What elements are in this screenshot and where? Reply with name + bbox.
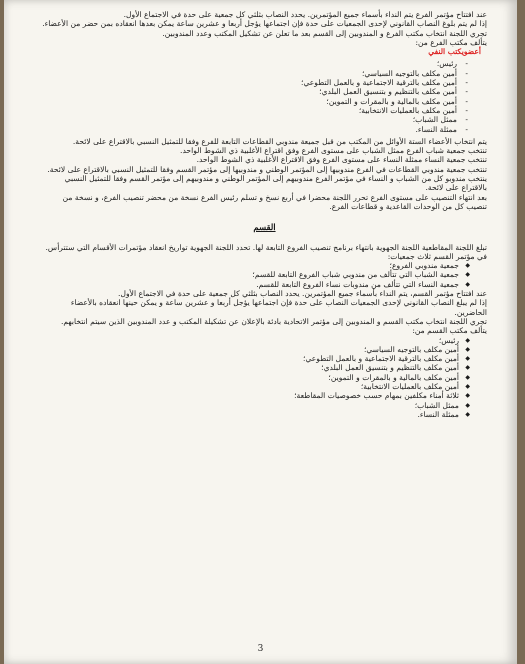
paragraph-rule: ينتخب مندوبو كل من الشباب و النساء في مؤتمر الفرع مندوبيهم إلى المؤتمر الوطني و مندوبيهم إلى مؤتمر القسم وفقا للتمثيل النسبي بالاقتراع على لائحة. — [64, 174, 487, 193]
list-item: - أمين مكلف بالتوجيه السياسي؛ — [42, 69, 471, 78]
list-item: - أمين مكلف بالترقية الاجتماعية و بالعمل التطوعي؛ — [42, 78, 471, 87]
list-item: ◆ ممثلة النساء. — [42, 410, 471, 419]
list-item: - ممثلة النساء. — [42, 125, 471, 134]
paragraph-rule: تنتخب جمعية شباب الفرع ممثل الشباب على مستوى الفرع وفق اقتراع الأغلبية ذي الشوط الواحد. — [180, 146, 487, 156]
paragraph-section-intro: تبلغ اللجنة المقاطعية اللجنة الجهوية بانتهاء برنامج تنصيب الفروع التابعة لها. تحدد اللجنة الجهوية تواريخ انعقاد مؤتمرات الأقسام التي ستترأس. — [45, 242, 487, 252]
paragraph-rule: يتم انتخاب الأعضاء الستة الأوائل من المكتب من قبل جميعة مندوبي القطاعات التابعة للفرع وفقا للتمثيل النسبي بالاقتراع على لائحة. — [72, 136, 487, 146]
list-item: ◆ جمعية الشباب التي تتألف من مندوبي شباب الفروع التابعة للقسم؛ — [42, 270, 471, 279]
document-page — [4, 0, 517, 664]
list-item: ◆ ثلاثة أمناء مكلفين بمهام حسب خصوصيات المقاطعة؛ — [42, 391, 471, 400]
list-item: - أمين مكلف بالمالية و بالمقرات و التموين؛ — [42, 97, 471, 106]
office-intro-text: يتألف مكتب الفرع من: — [415, 37, 487, 47]
list-item: ◆ أمين مكلف بالمالية و بالمقرات و التموين؛ — [42, 373, 471, 382]
list-item: ◆ أمين مكلف بالتوجيه السياسي؛ — [42, 345, 471, 354]
page-number: 3 — [257, 644, 264, 654]
paragraph-rule: تجري اللجنة انتخاب مكتب القسم و المندوبين إلى مؤتمر الاتحادية بادئة بالإعلان عن تشكيلة المكتب و عدد المندوبين الذين سيتم انتخابهم. — [60, 316, 487, 326]
paragraph-election: تجري اللجنة انتخاب مكتب الفرع و المندوبين إلى القسم بعد ما تعلن عن تشكيل المكتب وعدد المندوبين. — [162, 28, 487, 38]
paragraph-assemblies-intro: في مؤتمر القسم ثلاث جمعيات: — [387, 251, 487, 261]
list-item: - رئيس؛ — [42, 59, 471, 68]
list-item: ◆ جمعية النساء التي تتألف من مندوبات نساء الفروع التابعة للقسم. — [42, 280, 471, 289]
paragraph-office-intro — [42, 38, 487, 47]
red-annotation: أعضويكتب النفي — [428, 47, 481, 57]
paragraph-rule: تنتخب جمعية النساء ممثلة النساء على مستوى الفرع وفق الاقتراع الأغلبية ذي الشوط الواحد. — [196, 155, 487, 165]
list-item: - أمين مكلف بالتنظيم و بتنسيق العمل البلدي؛ — [42, 87, 471, 96]
list-item: ◆ أمين مكلف بالعمليات الانتخابية؛ — [42, 382, 471, 391]
section-heading: القسم — [253, 222, 276, 233]
page-content — [42, 10, 487, 419]
paragraph-rule: عند افتتاح مؤتمر القسم، يتم النداء بأسماء جميع المؤتمرين. يحدد النصاب بثلثي كل جمعية على حدة في الاجتماع الأول. — [118, 289, 487, 299]
paragraph-rule: تنتخب جمعية مندوبي القطاعات في الفرع مندوبيها إلى المؤتمر الوطني و مندوبيها إلى مؤتمر القسم وفقا للتمثيل النسبي بالاقتراع على لائحة. — [47, 164, 487, 174]
assemblies-list — [42, 261, 487, 289]
list-item: - أمين مكلف بالعمليات الانتخابية؛ — [42, 106, 471, 115]
list-item: ◆ جمعية مندوبي الفروع؛ — [42, 261, 471, 270]
section-office-list — [42, 336, 487, 420]
branch-office-list — [42, 59, 487, 133]
list-item: ◆ أمين مكلف بالترقية الاجتماعية و بالعمل التطوعي؛ — [42, 354, 471, 363]
paragraph-office-intro: يتألف مكتب القسم من: — [412, 326, 487, 336]
paragraph-quorum: إذا لم يتم بلوغ النصاب القانوني لإحدى الجمعيات على حدة فإن اجتماعها يؤجل أربعا و عشرين ساعة يمكن بعدها انعقاده بمن حضر من الأعضاء. — [42, 19, 487, 29]
list-item: - ممثل الشباب؛ — [42, 115, 471, 124]
paragraph-opening: عند افتتاح مؤتمر الفرع يتم النداء بأسماء جميع المؤتمرين. يحدد النصاب بثلثي كل جمعية على حدة في الاجتماع الأول. — [123, 10, 487, 19]
list-item: ◆ ممثل الشباب؛ — [42, 401, 471, 410]
list-item: ◆ أمين مكلف بالتنظيم و بتنسيق العمل البلدي؛ — [42, 363, 471, 372]
handwritten-note — [42, 47, 487, 56]
paragraph-rule: بعد انتهاء التنصيب على مستوى الفرع تحرر اللجنة محضرا في أربع نسخ و تسلم رئيس الفرع نسخة من محضر تنصيب الفرع، و نسخة من تنصيب كل من الوحدات القاعدية و قطاعات الفرع. — [62, 192, 487, 211]
list-item: ◆ رئيس؛ — [42, 336, 471, 345]
paragraph-rule: إذا لم يبلغ النصاب القانوني لإحدى الجمعيات النصاب على حدة فإن اجتماعها يؤجل أربعا و عشرين ساعة و يمكن حينها انعقاده بالأعضاء الحاضرين. — [70, 298, 487, 317]
